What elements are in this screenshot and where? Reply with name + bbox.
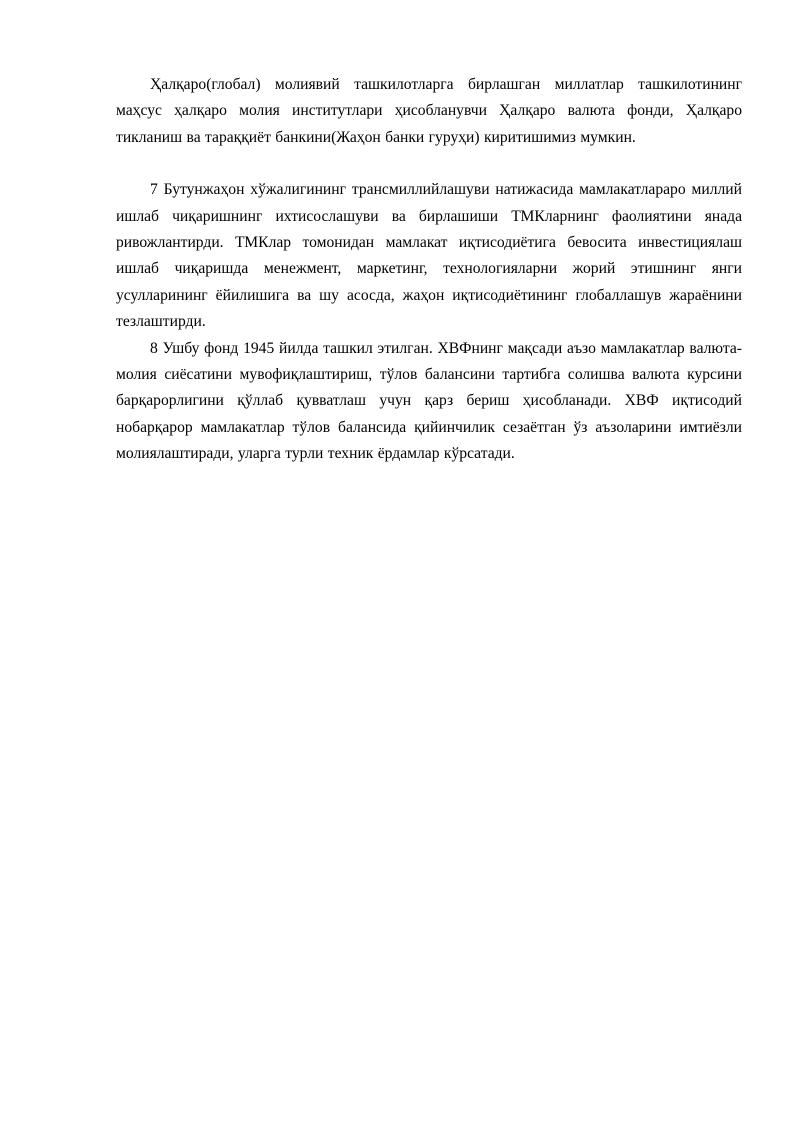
paragraph-1: Ҳалқаро(глобал) молиявий ташкилотларга бирлашган миллатлар ташкилотининг маҳсус ҳалқаро молия институтлари ҳисобланувчи Ҳалқаро валюта фонди, Ҳалқаро тикланиш ва тараққиёт банкини(Жаҳон банки гуруҳи) киритишимиз мумкин.	[116, 76, 742, 146]
paragraph-2: 7 Бутунжаҳон хўжалигининг трансмиллийлашуви натижасида мамлакатлараро миллий ишлаб чиқаришнинг ихтисослашуви ва бирлашиши ТМКларнинг фаолиятини янада ривожлантирди. ТМКлар томонидан мамлакат иқтисодиётига бевосита инвестициялаш ишлаб чиқаришда менежмент, маркетинг, технологияларни жорий этишнинг янги усулларининг ёйилишига ва шу асосда, жаҳон иқтисодиётининг глобаллашув жараёнини тезлаштирди.	[116, 181, 742, 331]
paragraph-3: 8 Ушбу фонд 1945 йилда ташкил этилган. ХВФнинг мақсади аъзо мамлакатлар валюта-молия сиёсатини мувофиқлаштириш, тўлов балансини тартибга солишва валюта курсини барқарорлигини қўллаб қувватлаш учун қарз бериш ҳисобланади. ХВФ иқтисодий нобарқарор мамлакатлар тўлов балансида қийинчилик сезаётган ўз аъзоларини имтиёзли молиялаштиради, уларга турли техник ёрдамлар кўрсатади.	[116, 339, 742, 463]
document-body	[116, 72, 742, 468]
